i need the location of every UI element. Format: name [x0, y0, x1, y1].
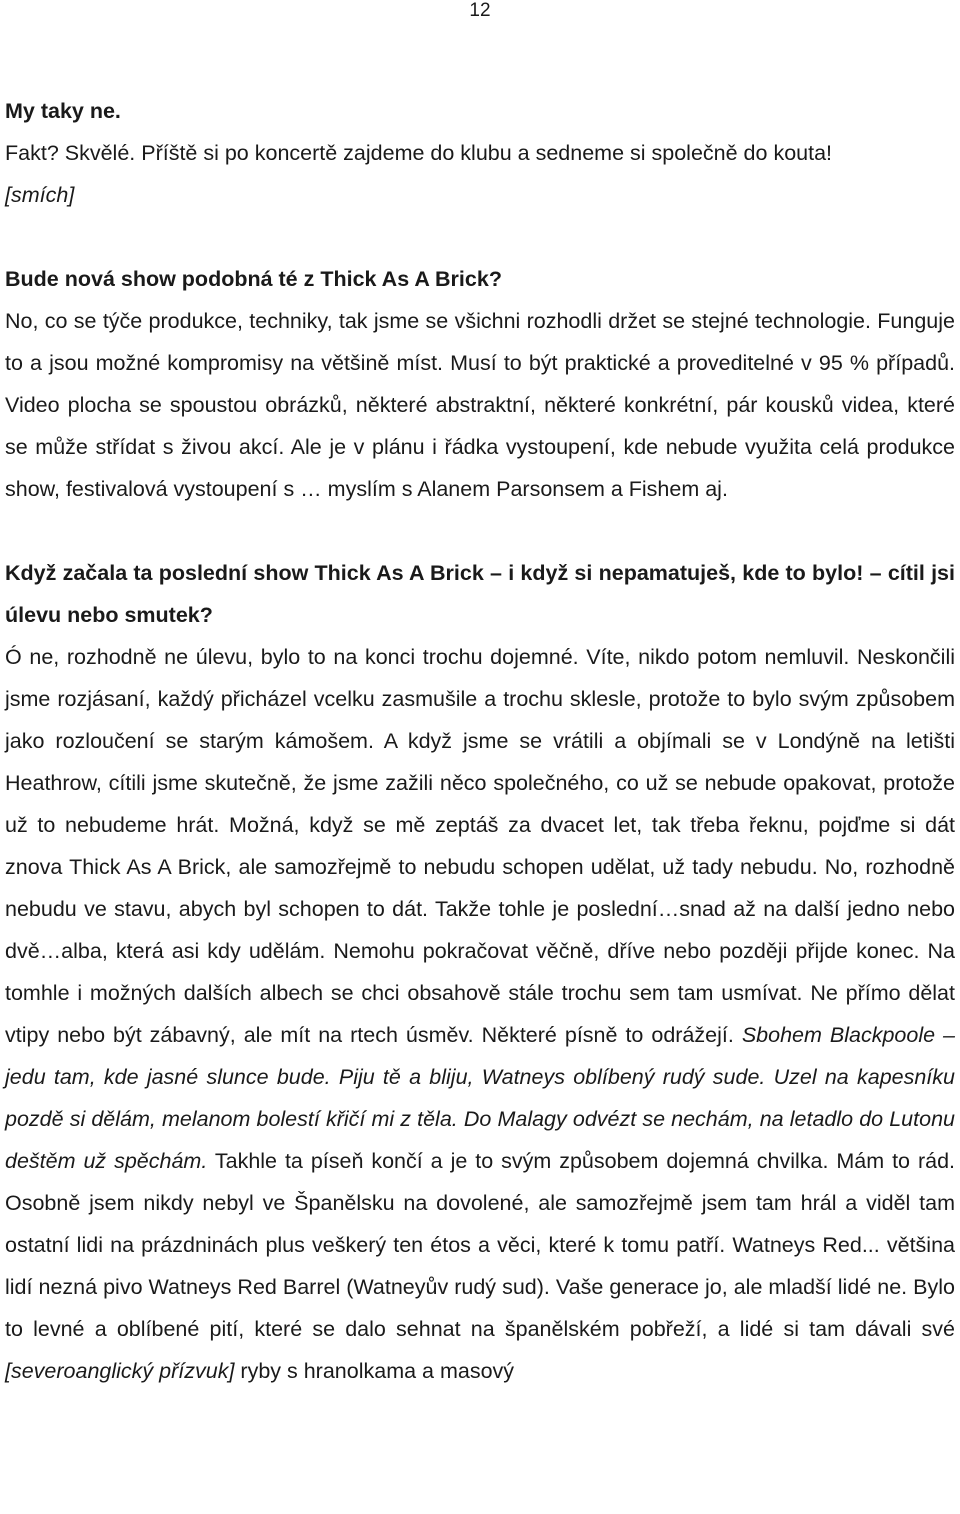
answer-3-text: Ó ne, rozhodně ne úlevu, bylo to na konci trochu dojemné. Víte, nikdo potom nemluvil. Neskončili jsme rozjásaní, každý přicházel vcelku zasmušile a trochu sklesle, protože to bylo svým způsobem jako rozloučení se starým kámošem. A když jsme se vrátili a objímali se v Londýně na letišti Heathrow, cítili jsme skutečně, že jsme zažili něco společného, co už se nebude opakovat, protože už to nebudeme hrát. Možná, když se mě zeptáš za dvacet let, tak třeba řeknu, pojďme si dát znova Thick As A Brick, ale samozřejmě to nebudu schopen udělat, už tady nebudu. No, rozhodně nebudu ve stavu, abych byl schopen to dát. Takže tohle je poslední…snad až na další jedno nebo dvě…alba, která asi kdy udělám. Nemohu pokračovat věčně, dříve nebo později přijde konec. Na tomhle i možných dalších albech se chci obsahově stále trochu sem tam usmívat. Ne přímo dělat vtipy nebo být zábavný, ale mít na rtech úsměv. Některé písně to odrážejí. [5, 645, 955, 1047]
accent-note: [severoanglický přízvuk] [5, 1359, 235, 1383]
answer-3 [5, 636, 955, 1392]
document-body [5, 90, 955, 1392]
question-3: Když začala ta poslední show Thick As A Brick – i když si nepamatuješ, kde to bylo! – cítil jsi úlevu nebo smutek? [5, 561, 955, 627]
answer-1-line: Fakt? Skvělé. Příště si po koncertě zajdeme do klubu a sedneme si společně do kouta! [5, 141, 833, 165]
stage-note-laughter: [smích] [5, 183, 75, 207]
paragraph-gap [5, 510, 955, 552]
question-1: My taky ne. [5, 99, 121, 123]
song-lyrics-quote: Sbohem Blackpoole – jedu tam, kde jasné slunce bude. Piju tě a bliju, Watneys oblíbený rudý sude. Uzel na kapesníku pozdě si dělám, melanom bolestí křičí mi z těla. Do Malagy odvézt se nechám, na letadlo do Lutonu deštěm už spěchám. [5, 1023, 955, 1173]
question-2: Bude nová show podobná té z Thick As A Brick? [5, 267, 502, 291]
paragraph-gap [5, 216, 955, 258]
answer-2: No, co se týče produkce, techniky, tak jsme se všichni rozhodli držet se stejné technologie. Funguje to a jsou možné kompromisy na většině míst. Musí to být praktické a proveditelné v 95 % případů. Video plocha se spoustou obrázků, některé abstraktní, některé konkrétní, pár kousků videa, které se může střídat s živou akcí. Ale je v plánu i řádka vystoupení, kde nebude využita celá produkce show, festivalová vystoupení s … myslím s Alanem Parsonsem a Fishem aj. [5, 309, 955, 501]
answer-3-text-continued: Takhle ta píseň končí a je to svým způsobem dojemná chvilka. Mám to rád. Osobně jsem nikdy nebyl ve Španělsku na dovolené, ale samozřejmě jsem tam hrál a viděl tam ostatní lidi na prázdninách plus veškerý ten étos a věci, které k tomu patří. Watneys Red... většina lidí nezná pivo Watneys Red Barrel (Watneyův rudý sud). Vaše generace jo, ale mladší lidé ne. Bylo to levné a oblíbené pití, které se dalo sehnat na španělském pobřeží, a lidé si tam dávali své [5, 1149, 956, 1341]
page-number: 12 [469, 0, 491, 21]
answer-3-text-end: ryby s hranolkama a masový [234, 1359, 515, 1383]
